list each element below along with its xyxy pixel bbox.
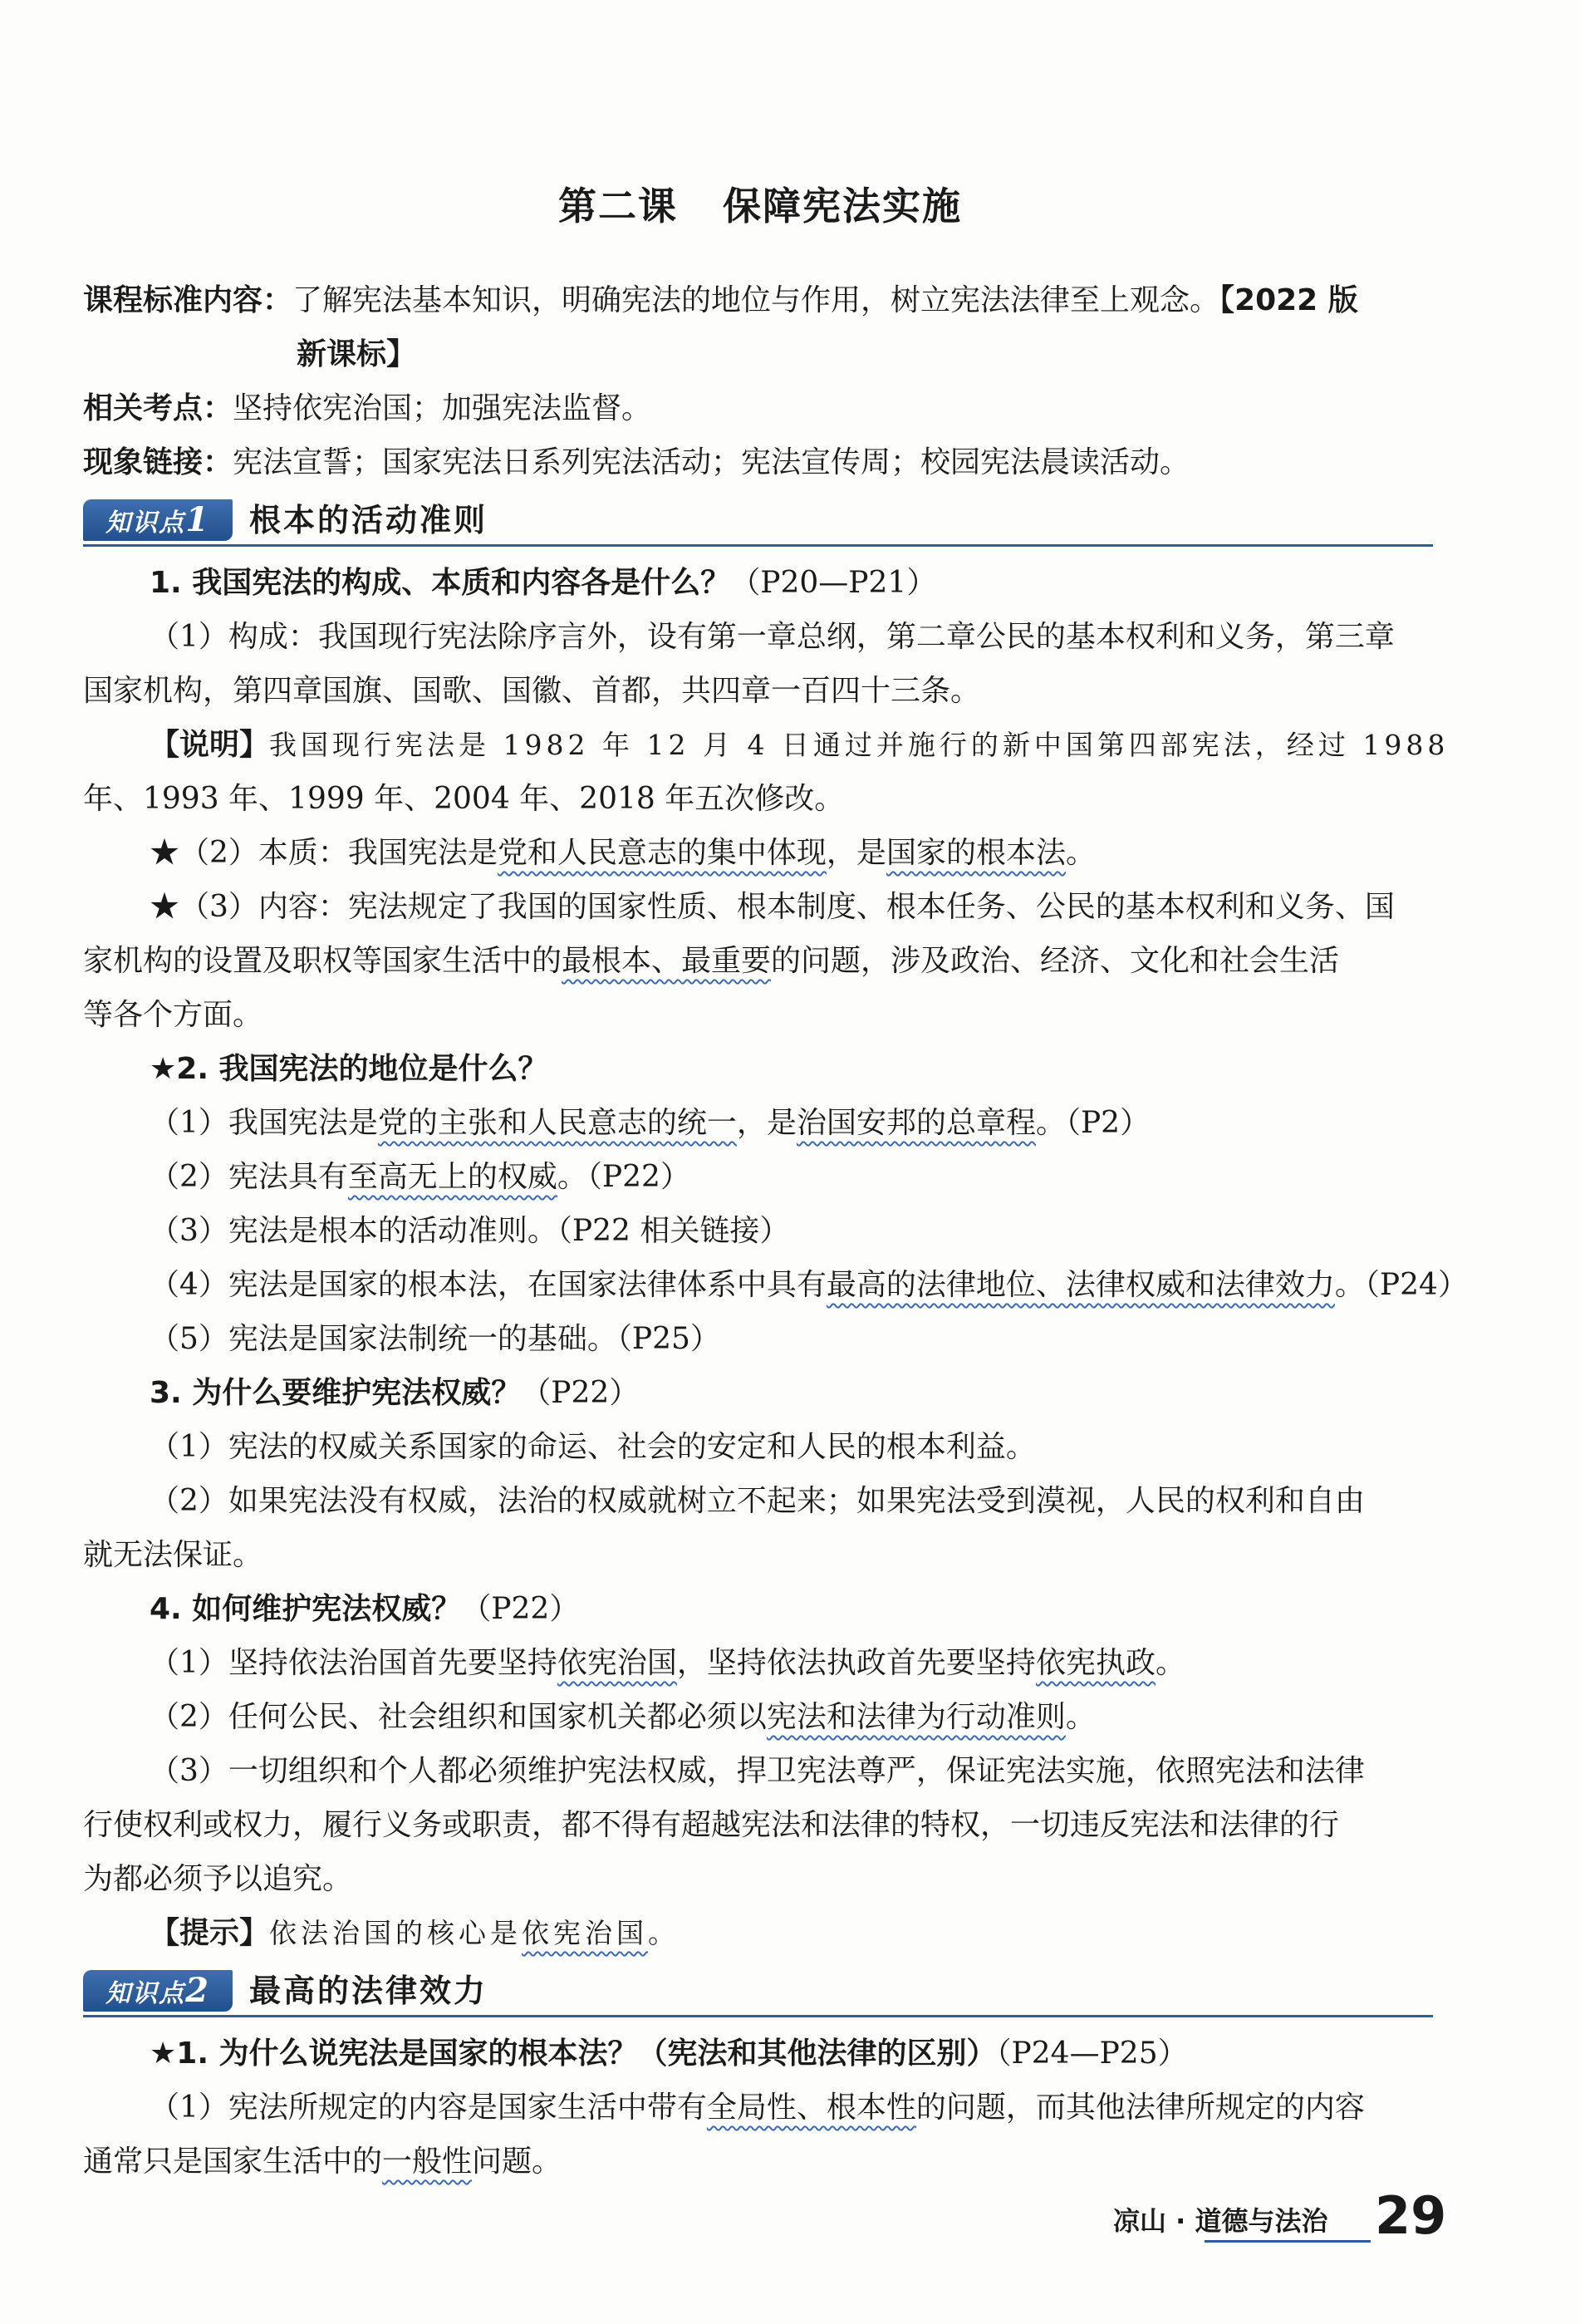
explanation-note: 【说明】我国现行宪法是 1982 年 12 月 4 日通过并施行的新中国第四部宪法，经过 1988 bbox=[150, 728, 1450, 762]
answer-content-line2: 家机构的设置及职权等国家生活中的最根本、最重要的问题，涉及政治、经济、文化和社会生活 bbox=[83, 944, 1340, 978]
tip-note: 【提示】依法治国的核心是依宪治国。 bbox=[150, 1916, 680, 1950]
lesson-name: 保障宪法实施 bbox=[723, 184, 962, 228]
status-answer-5: （5）宪法是国家法制统一的基础。（P25） bbox=[150, 1322, 720, 1356]
maintain-answer-2: （2）任何公民、社会组织和国家机关都必须以宪法和法律为行动准则。 bbox=[150, 1700, 1096, 1734]
status-answer-4: （4）宪法是国家的根本法，在国家法律体系中具有最高的法律地位、法律权威和法律效力。（P24） bbox=[150, 1268, 1468, 1302]
answer-essence: ★（2）本质：我国宪法是党和人民意志的集中体现，是国家的根本法。 bbox=[150, 836, 1096, 870]
footer-rule bbox=[1205, 2240, 1371, 2243]
answer-content-line1: ★（3）内容：宪法规定了我国的国家性质、根本制度、根本任务、公民的基本权利和义务、国 bbox=[150, 890, 1395, 924]
question-3: 3. 为什么要维护宪法权威？（P22） bbox=[150, 1376, 640, 1410]
lesson-number: 第二课 bbox=[558, 184, 678, 228]
page-number: 29 bbox=[1375, 2185, 1447, 2246]
lesson-title bbox=[0, 176, 1520, 231]
knowledge-point-badge: 知识点2 bbox=[83, 1970, 233, 2012]
answer-content-line3: 等各个方面。 bbox=[83, 998, 263, 1032]
status-answer-3: （3）宪法是根本的活动准则。（P22 相关链接） bbox=[150, 1214, 790, 1248]
question-4: 4. 如何维护宪法权威？（P22） bbox=[150, 1592, 580, 1626]
knowledge-point-title: 最高的法律效力 bbox=[249, 1973, 488, 2009]
answer-structure-line2: 国家机构，第四章国旗、国歌、国徽、首都，共四章一百四十三条。 bbox=[83, 674, 981, 708]
authority-answer-2-line2: 就无法保证。 bbox=[83, 1538, 263, 1572]
kp2-answer-1-line2: 通常只是国家生活中的一般性问题。 bbox=[83, 2145, 562, 2179]
curriculum-standard-tag: 新课标】 bbox=[297, 337, 417, 371]
question-2: ★2. 我国宪法的地位是什么？ bbox=[150, 1052, 548, 1086]
authority-answer-2-line1: （2）如果宪法没有权威，法治的权威就树立不起来；如果宪法受到漠视，人民的权利和自由 bbox=[150, 1484, 1365, 1518]
knowledge-point-title: 根本的活动准则 bbox=[249, 502, 488, 538]
status-answer-2: （2）宪法具有至高无上的权威。（P22） bbox=[150, 1160, 690, 1194]
related-exam-points: 相关考点：坚持依宪治国；加强宪法监督。 bbox=[83, 391, 652, 425]
maintain-answer-1: （1）坚持依法治国首先要坚持依宪治国，坚持依法执政首先要坚持依宪执政。 bbox=[150, 1646, 1185, 1680]
footer-label: 凉山 · 道德与法治 bbox=[1113, 2205, 1328, 2237]
curriculum-standard: 课程标准内容：了解宪法基本知识，明确宪法的地位与作用，树立宪法法律至上观念。【2022 版 bbox=[83, 283, 1358, 317]
answer-structure-line1: （1）构成：我国现行宪法除序言外，设有第一章总纲，第二章公民的基本权利和义务，第三章 bbox=[150, 620, 1395, 654]
phenomenon-links: 现象链接：宪法宣誓；国家宪法日系列宪法活动；宪法宣传周；校园宪法晨读活动。 bbox=[83, 445, 1190, 479]
maintain-answer-3-line3: 为都必须予以追究。 bbox=[83, 1862, 353, 1896]
kp2-answer-1-line1: （1）宪法所规定的内容是国家生活中带有全局性、根本性的问题，而其他法律所规定的内容 bbox=[150, 2091, 1365, 2125]
maintain-answer-3-line2: 行使权利或权力，履行义务或职责，都不得有超越宪法和法律的特权，一切违反宪法和法律的行 bbox=[83, 1808, 1340, 1842]
question-1: 1. 我国宪法的构成、本质和内容各是什么？（P20—P21） bbox=[150, 566, 937, 600]
maintain-answer-3-line1: （3）一切组织和个人都必须维护宪法权威，捍卫宪法尊严，保证宪法实施，依照宪法和法律 bbox=[150, 1754, 1365, 1788]
knowledge-point-2-header bbox=[83, 1967, 1433, 2017]
page-footer bbox=[1113, 2185, 1445, 2252]
explanation-note-line2: 年、1993 年、1999 年、2004 年、2018 年五次修改。 bbox=[83, 782, 845, 816]
status-answer-1: （1）我国宪法是党的主张和人民意志的统一，是治国安邦的总章程。（P2） bbox=[150, 1106, 1151, 1140]
knowledge-point-1-header bbox=[83, 496, 1433, 547]
knowledge-point-badge: 知识点1 bbox=[83, 499, 233, 541]
kp2-question-1: ★1. 为什么说宪法是国家的根本法？（宪法和其他法律的区别）（P24—P25） bbox=[150, 2037, 1188, 2071]
authority-answer-1: （1）宪法的权威关系国家的命运、社会的安定和人民的根本利益。 bbox=[150, 1430, 1036, 1464]
